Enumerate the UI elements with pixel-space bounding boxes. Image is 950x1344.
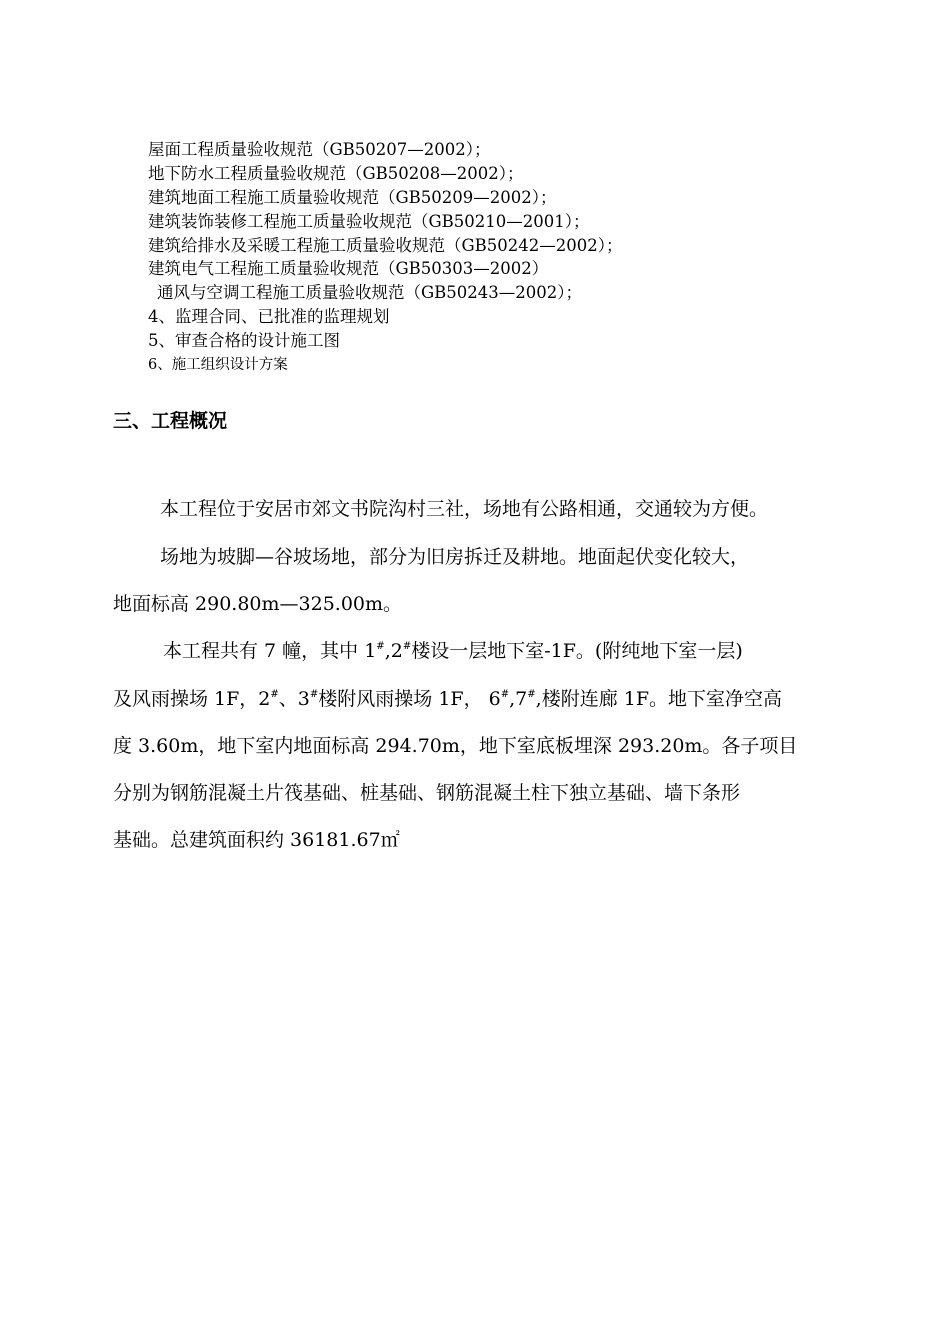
overview-paragraph-3-line-1: 本工程共有 7 幢，其中 1#,2#楼设一层地下室-1F。(附纯地下室一层) (163, 640, 743, 662)
standard-underground-waterproof: 地下防水工程质量验收规范（GB50208—2002）； (148, 164, 524, 183)
overview-paragraph-2-line-2: 地面标高 290.80m—325.00m。 (113, 593, 403, 615)
standard-roof: 屋面工程质量验收规范（GB50207—2002）； (148, 140, 491, 159)
list-item-construction-plan: 6、施工组织设计方案 (148, 357, 288, 373)
standard-decoration: 建筑装饰装修工程施工质量验收规范（GB50210—2001）； (148, 212, 590, 231)
overview-paragraph-2-line-1: 场地为坡脚—谷坡场地，部分为旧房拆迁及耕地。地面起伏变化较大， (160, 546, 750, 568)
standard-electrical: 建筑电气工程施工质量验收规范（GB50303—2002） (148, 259, 549, 278)
overview-paragraph-3-line-2: 及风雨操场 1F，2#、3#楼附风雨操场 1F， 6#,7#,楼附连廊 1F。地下室净空高 (113, 688, 783, 710)
list-item-design-drawings: 5、审查合格的设计施工图 (148, 331, 340, 350)
standard-ventilation: 通风与空调工程施工质量验收规范（GB50243—2002）； (157, 283, 583, 302)
standard-floor: 建筑地面工程施工质量验收规范（GB50209—2002）； (148, 188, 557, 207)
list-item-supervision-contract: 4、监理合同、已批准的监理规划 (148, 307, 390, 326)
section-heading: 三、工程概况 (113, 410, 228, 432)
overview-paragraph-3-line-3: 度 3.60m，地下室内地面标高 294.70m，地下室底板埋深 293.20m。各子项目 (113, 735, 798, 757)
overview-paragraph-3-line-5: 基础。总建筑面积约 36181.67㎡ (113, 829, 400, 851)
standard-plumbing-heating: 建筑给排水及采暖工程施工质量验收规范（GB50242—2002）； (148, 236, 623, 255)
overview-paragraph-3-line-4: 分别为钢筋混凝土片筏基础、桩基础、钢筋混凝土柱下独立基础、墙下条形 (113, 782, 741, 804)
overview-paragraph-1: 本工程位于安居市郊文书院沟村三社，场地有公路相通，交通较为方便。 (160, 498, 769, 520)
